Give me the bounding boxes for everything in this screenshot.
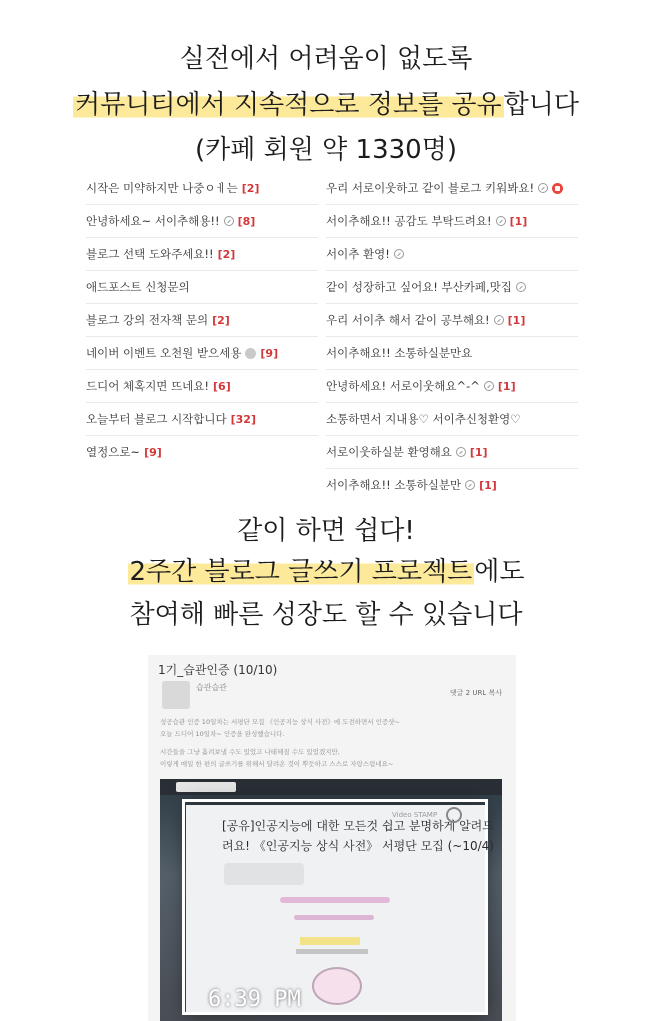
post-item[interactable]: 블로그 선택 도와주세요!! [2] — [86, 238, 318, 271]
check-icon — [456, 447, 466, 457]
browser-tabbar — [160, 779, 502, 795]
post-list-left — [86, 172, 318, 468]
author-name: 습관습관 — [196, 683, 227, 692]
second-line-3: 참여해 빠른 성장도 할 수 있습니다 — [129, 600, 523, 630]
post-item[interactable]: 서이추해요!! 소통하실분만요 — [326, 337, 578, 370]
post-meta: 댓글 2 URL 복사 — [449, 689, 502, 697]
post-body-line: 이렇게 매일 한 편의 글쓰기를 위해서 달려온 것이 뿌듯하고 스스로 자랑스럽네요~ — [160, 760, 394, 768]
intro-line-1: 실전에서 어려움이 없도록 — [179, 44, 473, 74]
post-item[interactable]: 애드포스트 신청문의 — [86, 271, 318, 304]
post-item[interactable]: 우리 서로이웃하고 같이 블로그 키워봐요! — [326, 172, 578, 205]
post-list-right — [326, 172, 578, 501]
check-icon — [465, 480, 475, 490]
board-title: 1기_습관인증 (10/10) — [158, 663, 278, 677]
post-item[interactable]: 소통하면서 지내용♡ 서이추신청환영♡ — [326, 403, 578, 436]
post-item[interactable]: 서이추해요!! 공감도 부탁드려요! [1] — [326, 205, 578, 238]
check-icon — [224, 216, 234, 226]
browser-tab — [176, 782, 236, 792]
intro-highlight: 커뮤니티에서 지속적으로 정보를 공유 — [74, 90, 502, 120]
screen-title-line-2: 려요! 《인공지능 상식 사전》 서평단 모집 (~10/4) — [222, 839, 494, 853]
intro-line-3: (카페 회원 약 1330명) — [195, 135, 457, 165]
bunny-illustration-icon — [312, 967, 362, 1005]
check-icon — [516, 282, 526, 292]
screen-title-line-1: [공유]인공지능에 대한 모든것 쉽고 분명하게 알려드 — [222, 819, 494, 833]
check-icon — [538, 183, 548, 193]
post-item[interactable]: 드디어 체혹지면 뜨네요! [6] — [86, 370, 318, 403]
post-item[interactable]: 같이 성장하고 싶어요! 부산카페,맛집 — [326, 271, 578, 304]
post-item[interactable]: 블로그 강의 전자책 문의 [2] — [86, 304, 318, 337]
post-item[interactable]: 안녕하세요! 서로이웃해요^-^ [1] — [326, 370, 578, 403]
watermark: Video STAMP — [392, 811, 438, 819]
blurred-avatar — [224, 863, 304, 885]
post-item[interactable]: 오늘부터 블로그 시작합니다 [32] — [86, 403, 318, 436]
pink-text-line — [280, 897, 390, 903]
post-item[interactable]: 시작은 미약하지만 나중ㅇㅔ는 [2] — [86, 172, 318, 205]
second-highlight: 2주간 블로그 글쓰기 프로젝트 — [129, 557, 473, 587]
highlighted-text-line — [300, 937, 360, 945]
post-body-line: 오늘 드디어 10일차~ 인증을 완성했습니다. — [160, 730, 285, 738]
post-item[interactable]: 서이추 환영! — [326, 238, 578, 271]
second-line-1: 같이 하면 쉽다! — [237, 516, 415, 546]
second-line-2: 2주간 블로그 글쓰기 프로젝트에도 — [129, 557, 525, 587]
new-icon — [552, 183, 563, 194]
intro-line-2: 커뮤니티에서 지속적으로 정보를 공유합니다 — [74, 90, 579, 120]
avatar — [162, 681, 190, 709]
post-body-line: 시간들을 그냥 흘려보낼 수도 있었고 나태해질 수도 있었겠지만, — [160, 748, 340, 756]
record-icon — [446, 807, 462, 823]
check-icon — [484, 381, 494, 391]
post-item[interactable]: 우리 서이추 해서 같이 공부해요! [1] — [326, 304, 578, 337]
post-item[interactable]: 서로이웃하실분 환영해요 [1] — [326, 436, 578, 469]
check-icon — [394, 249, 404, 259]
post-photo — [160, 779, 502, 1021]
check-icon — [496, 216, 506, 226]
post-item[interactable]: 서이추해요!! 소통하실분만 [1] — [326, 478, 497, 492]
post-item[interactable]: 네이버 이벤트 오천원 받으세용 [9] — [86, 337, 318, 370]
post-item[interactable]: 열정으로~ [9] — [86, 445, 162, 459]
post-item[interactable]: 안녕하세요~ 서이추해용!! [8] — [86, 205, 318, 238]
post-body-line: 성공습관 인증 10일차는 서평단 모집 《인공지능 상식 사전》에 도전하면서 인증샷~ — [160, 718, 400, 726]
cafe-post-screenshot — [148, 655, 516, 1021]
timestamp: 6:39 PM — [208, 987, 301, 1012]
pink-text-line — [294, 915, 374, 920]
check-icon — [494, 315, 504, 325]
smile-icon — [245, 348, 256, 359]
gray-text-line — [296, 949, 368, 954]
